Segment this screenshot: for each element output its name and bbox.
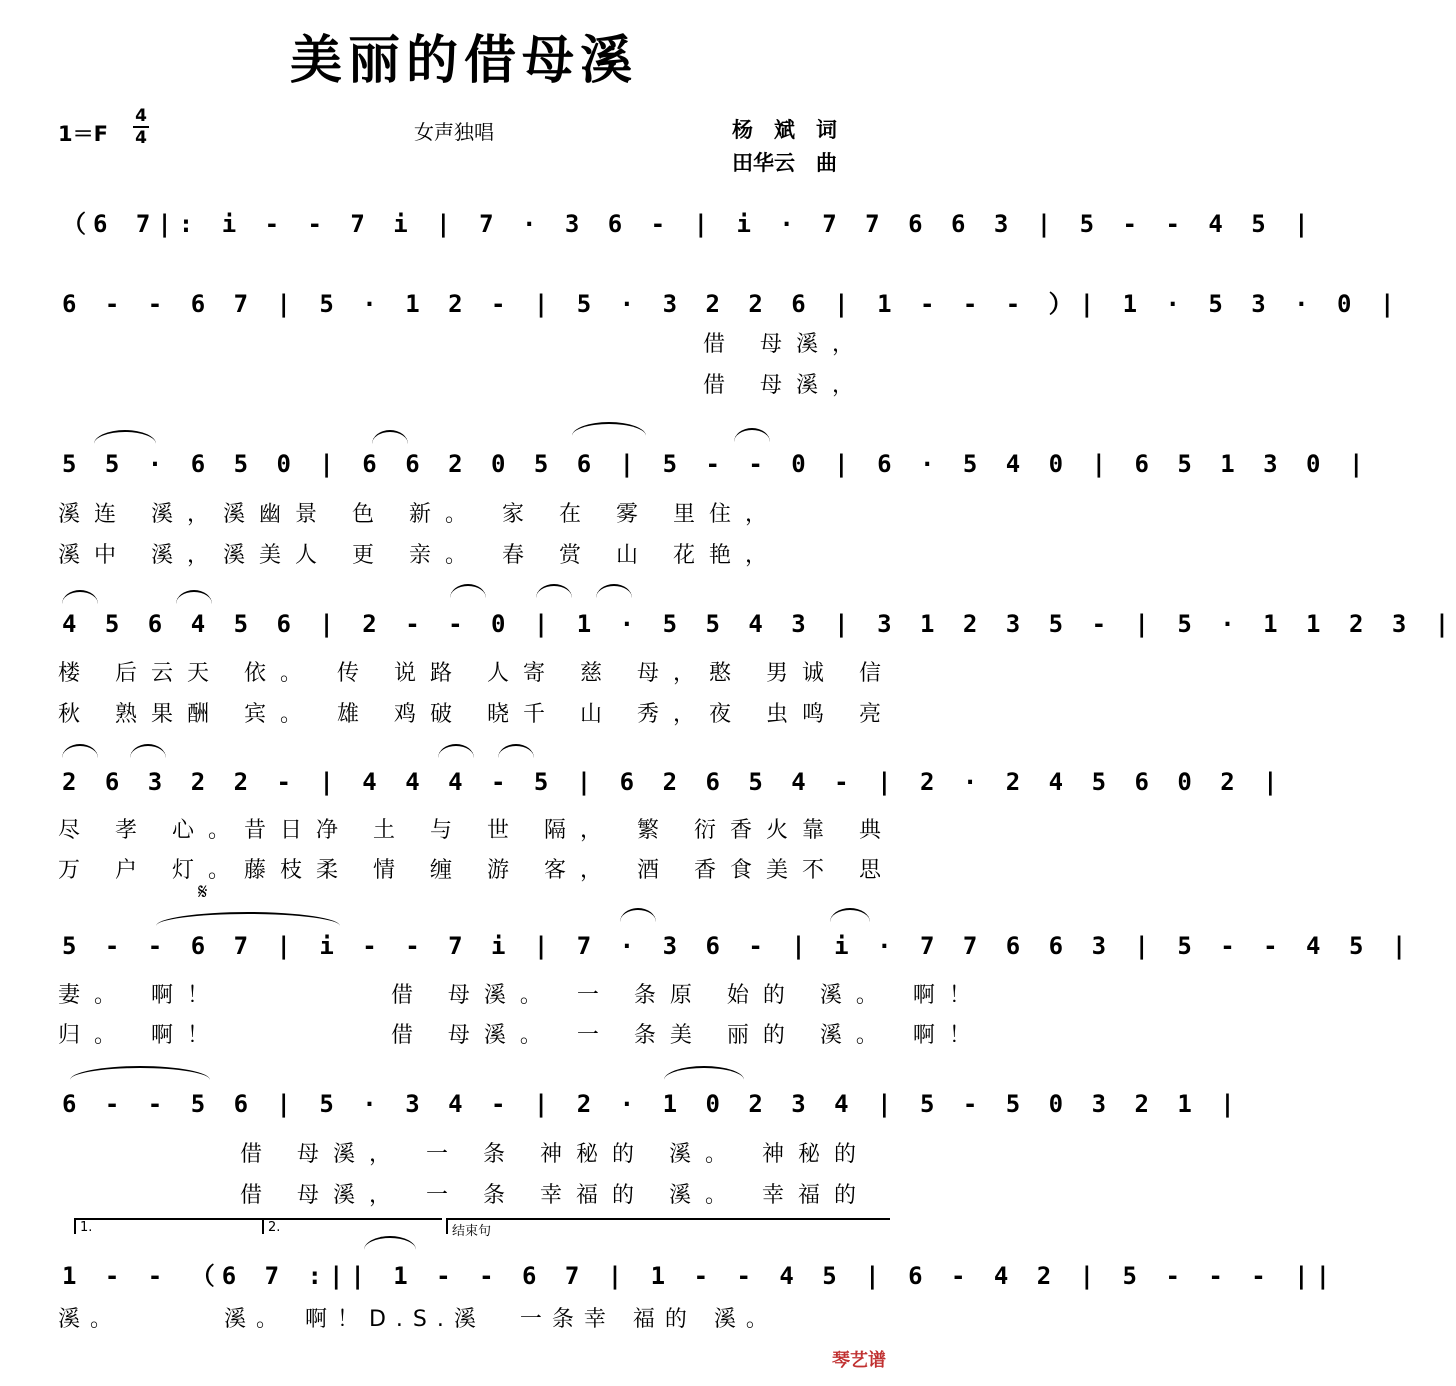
- lyric-row-4-verse-2: 秋 熟果酬 宾。 雄 鸡破 晓千 山 秀，夜 虫鸣 亮: [58, 702, 895, 727]
- slur: [596, 584, 632, 598]
- key-signature: 1＝F: [58, 122, 108, 146]
- slur: [156, 912, 340, 926]
- credits: [732, 114, 837, 180]
- time-signature: [133, 106, 149, 148]
- lyric-row-5-verse-2: 万 户 灯。藤枝柔 情 缠 游 客， 酒 香食美不 思: [58, 858, 895, 883]
- slur: [664, 1066, 744, 1080]
- notation-row-5: 2 6 3 2 2 - | 4 4 4 - 5 | 6 2 6 5 4 - | 2 · 2 4 5 6 0 2 |: [62, 768, 1285, 796]
- slur: [572, 422, 646, 436]
- notation-row-7: 6 - - 5 6 | 5 · 3 4 - | 2 · 1 0 2 3 4 | 5 - 5 0 3 2 1 |: [62, 1090, 1242, 1118]
- notation-row-3: 5 5 · 6 5 0 | 6 6 2 0 5 6 | 5 - - 0 | 6 · 5 4 0 | 6 5 1 3 0 |: [62, 450, 1371, 478]
- slur: [734, 428, 770, 442]
- slur: [62, 744, 98, 758]
- volta-1: 1.: [74, 1218, 262, 1234]
- slur: [830, 908, 870, 922]
- lyric-row-7-verse-1: 借 母溪， 一 条 神秘的 溪。 神秘的: [240, 1142, 870, 1167]
- notation-row-2: 6 - - 6 7 | 5 · 1 2 - | 5 · 3 2 2 6 | 1 - - - ）| 1 · 5 3 · 0 |: [62, 290, 1402, 318]
- lyric-row-4-verse-1: 楼 后云天 依。 传 说路 人寄 慈 母，憨 男诚 信: [58, 661, 895, 686]
- lyric-row-3-verse-1: 溪连 溪，溪幽景 色 新。 家 在 雾 里住，: [58, 502, 781, 527]
- meter-top: 4: [135, 106, 147, 126]
- lyric-row-7-verse-2: 借 母溪， 一 条 幸福的 溪。 幸福的: [240, 1183, 870, 1208]
- lyric-row-6-verse-2: 归。 啊！ 借 母溪。 一 条美 丽的 溪。 啊！: [58, 1023, 985, 1048]
- lyric-row-2-verse-1: 借 母溪，: [703, 332, 868, 357]
- lyric-row-5-verse-1: 尽 孝 心。昔日净 土 与 世 隔， 繁 衍香火靠 典: [58, 818, 895, 843]
- meter-bottom: 4: [135, 128, 147, 148]
- lyricist: 杨 斌 词: [732, 118, 837, 142]
- slur: [130, 744, 166, 758]
- lyric-row-3-verse-2: 溪中 溪，溪美人 更 亲。 春 赏 山 花艳，: [58, 543, 781, 568]
- slur: [176, 590, 212, 604]
- segno-sign: 𝄋: [198, 880, 208, 905]
- notation-row-8: 1 - - （6 7 :|| 1 - - 6 7 | 1 - - 4 5 | 6 - 4 2 | 5 - - - ||: [62, 1262, 1338, 1290]
- slur: [450, 584, 486, 598]
- slur: [94, 430, 156, 444]
- slur: [536, 584, 572, 598]
- site-logo: 琴艺谱: [832, 1350, 886, 1371]
- notation-row-4: 4 5 6 4 5 6 | 2 - - 0 | 1 · 5 5 4 3 | 3 1 2 3 5 - | 5 · 1 1 2 3 |: [62, 610, 1456, 638]
- slur: [372, 430, 408, 444]
- performance-note: 女声独唱: [414, 120, 494, 144]
- song-title: 美丽的借母溪: [289, 31, 638, 91]
- ending-bracket: 结束句: [446, 1218, 890, 1234]
- volta-2: 2.: [262, 1218, 442, 1234]
- slur: [620, 908, 656, 922]
- slur: [364, 1236, 416, 1250]
- lyric-row-8: 溪。 溪。 啊！D.S.溪 一条幸 福的 溪。: [58, 1307, 778, 1332]
- slur: [438, 744, 474, 758]
- lyric-row-2-verse-2: 借 母溪，: [703, 373, 868, 398]
- slur: [498, 744, 534, 758]
- composer: 田华云 曲: [732, 151, 837, 175]
- notation-row-6: 5 - - 6 7 | i - - 7 i | 7 · 3 6 - | i · 7 7 6 6 3 | 5 - - 4 5 |: [62, 932, 1414, 960]
- lyric-row-6-verse-1: 妻。 啊！ 借 母溪。 一 条原 始的 溪。 啊！: [58, 983, 985, 1008]
- slur: [62, 590, 98, 604]
- notation-row-1: （6 7|: i - - 7 i | 7 · 3 6 - | i · 7 7 6 6 3 | 5 - - 4 5 |: [62, 210, 1316, 238]
- slur: [70, 1066, 210, 1080]
